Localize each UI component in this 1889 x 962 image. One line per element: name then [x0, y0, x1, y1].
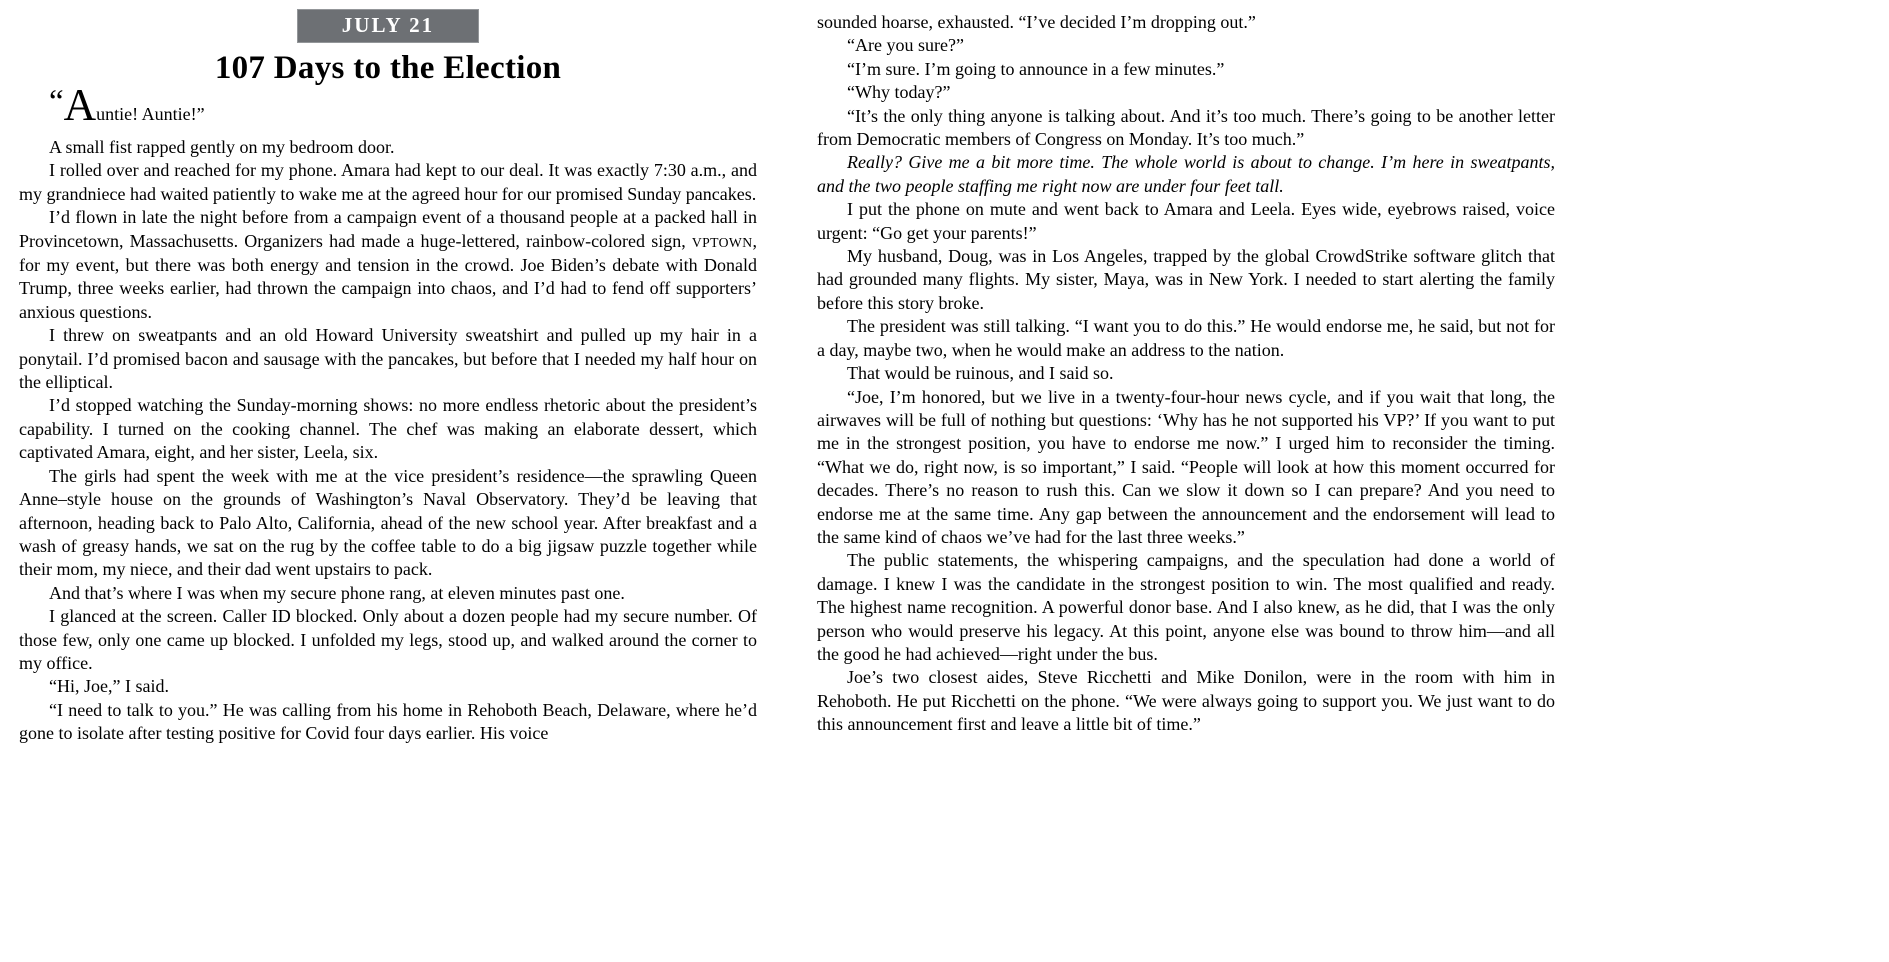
text-run: I threw on sweatpants and an old Howard University sweatshirt and pulled up my hair in a ponytail. I’d promised bacon and sausage with the pancakes, but before that I needed my half hour on the elliptical. [19, 325, 757, 393]
paragraph [817, 58, 1555, 81]
text-run: Really? Give me a bit more time. The whole world is about to change. I’m here in sweatpants, and the two people staffing me right now are under four feet tall. [817, 152, 1555, 196]
text-run: , for my event, but there was both energy and tension in the crowd. Joe Biden’s debate with Donald Trump, three weeks earlier, had thrown the campaign into chaos, and I’d had to fend off supporters’ anxious questions. [19, 230, 757, 322]
text-run: I’d flown in late the night before from a campaign event of a thousand people at a packed hall in Provincetown, Massachusetts. Organizers had made a huge-lettered, rainbow-colored sign, [19, 207, 757, 251]
paragraph [19, 394, 757, 464]
text-run: sounded hoarse, exhausted. “I’ve decided I’m dropping out.” [817, 12, 1256, 32]
paragraph [19, 136, 757, 159]
chapter-title: 107 Days to the Election [214, 50, 562, 86]
right-page-column [817, 0, 1555, 737]
paragraph [19, 582, 757, 605]
text-run: A small fist rapped gently on my bedroom door. [49, 137, 395, 157]
paragraph-italic [817, 151, 1555, 198]
text-run: “I need to talk to you.” He was calling from his home in Rehoboth Beach, Delaware, where he’d gone to isolate after testing positive for Covid four days earlier. His voice [19, 699, 757, 744]
opening-paragraph [19, 80, 757, 134]
chapter-header [19, 0, 757, 88]
paragraph [817, 198, 1555, 245]
paragraph [817, 315, 1555, 362]
chapter-date-badge [297, 9, 479, 43]
opening-quote-mark: “ [49, 84, 64, 120]
left-paragraphs-container [19, 136, 757, 746]
text-run: And that’s where I was when my secure phone rang, at eleven minutes past one. [49, 582, 625, 603]
paragraph [817, 105, 1555, 152]
text-run: “Why today?” [847, 82, 951, 103]
text-run: My husband, Doug, was in Los Angeles, trapped by the global CrowdStrike software glitch that had grounded many flights. My sister, Maya, was in New York. I needed to start alerting the family before this story broke. [817, 246, 1555, 313]
text-run: The girls had spent the week with me at the vice president’s residence—the sprawling Queen Anne–style house on the grounds of Washington’s Naval Observatory. They’d be leaving that afternoon, heading back to Palo Alto, California, ahead of the new school year. After breakfast and a wash of greasy hands, we sat on the rug by the coffee table to do a big jigsaw puzzle together while their mom, my niece, and their dad went upstairs to pack. [19, 465, 757, 580]
text-run: “It’s the only thing anyone is talking about. And it’s too much. There’s going to be another letter from Democratic members of Congress on Monday. It’s too much.” [817, 105, 1555, 150]
paragraph [817, 11, 1555, 34]
paragraph [817, 666, 1555, 736]
text-run: I glanced at the screen. Caller ID blocked. Only about a dozen people had my secure number. Of those few, only one came up blocked. I unfolded my legs, stood up, and walked around the corner to my office. [19, 606, 757, 673]
paragraph [817, 362, 1555, 385]
text-run: I rolled over and reached for my phone. Amara had kept to our deal. It was exactly 7:30 a.m., and my grandniece had waited patiently to wake me at the agreed hour for our promised Sunday pancakes. [19, 160, 757, 204]
opening-text: untie! Auntie!” [96, 104, 205, 124]
text-run: The public statements, the whispering campaigns, and the speculation had done a world of damage. I knew I was the candidate in the strongest position to win. The most qualified and ready. The highest name recognition. A powerful donor base. And I also knew, as he did, that I was the only person who would preserve his legacy. At this point, anyone else was bound to throw him—and all the good he had achieved—right under the bus. [817, 550, 1555, 664]
paragraph [19, 699, 757, 746]
right-paragraphs-container [817, 11, 1555, 737]
text-run: I put the phone on mute and went back to Amara and Leela. Eyes wide, eyebrows raised, voice urgent: “Go get your parents!” [817, 199, 1555, 243]
paragraph [817, 549, 1555, 666]
text-run: “I’m sure. I’m going to announce in a few minutes.” [847, 58, 1225, 79]
paragraph [19, 206, 757, 324]
paragraph [817, 245, 1555, 315]
text-run: Joe’s two closest aides, Steve Ricchetti and Mike Donilon, were in the room with him in Rehoboth. He put Ricchetti on the phone. “We were always going to support you. We just want to do this announcement first and leave a little bit of time.” [817, 667, 1555, 735]
paragraph [19, 324, 757, 394]
text-run: The president was still talking. “I want you to do this.” He would endorse me, he said, but not for a day, maybe two, when he would make an address to the nation. [817, 316, 1555, 360]
chapter-date-label: JULY 21 [341, 13, 435, 37]
text-run: “Hi, Joe,” I said. [49, 676, 169, 697]
text-run: “Joe, I’m honored, but we live in a twenty-four-hour news cycle, and if you wait that long, the airwaves will be full of nothing but questions: ‘Why has he not supported his VP?’ If you want to put me in the strongest position, you have to endorse me now.” I urged him to reconsider the timing. “What we do, right now, is so important,” I said. “People will look at how this moment occurred for decades. There’s no reason to rush this. Can we slow it down so I can prepare? And you need to endorse me at the same time. Any gap between the announcement and the endorsement will lead to the same kind of chaos we’ve had for the last three weeks.” [817, 386, 1555, 547]
paragraph [817, 81, 1555, 104]
text-run: I’d stopped watching the Sunday-morning shows: no more endless rhetoric about the president’s capability. I turned on the cooking channel. The chef was making an elaborate dessert, which captivated Amara, eight, and her sister, Leela, six. [19, 395, 757, 463]
smallcaps-text: VPTOWN [691, 234, 753, 250]
paragraph [19, 465, 757, 582]
paragraph [19, 159, 757, 206]
text-run: That would be ruinous, and I said so. [847, 363, 1114, 384]
left-page-column [19, 0, 757, 746]
paragraph [817, 386, 1555, 550]
paragraph [817, 34, 1555, 57]
paragraph [19, 605, 757, 675]
drop-cap: A [63, 80, 97, 130]
paragraph [19, 675, 757, 698]
text-run: “Are you sure?” [847, 35, 964, 56]
